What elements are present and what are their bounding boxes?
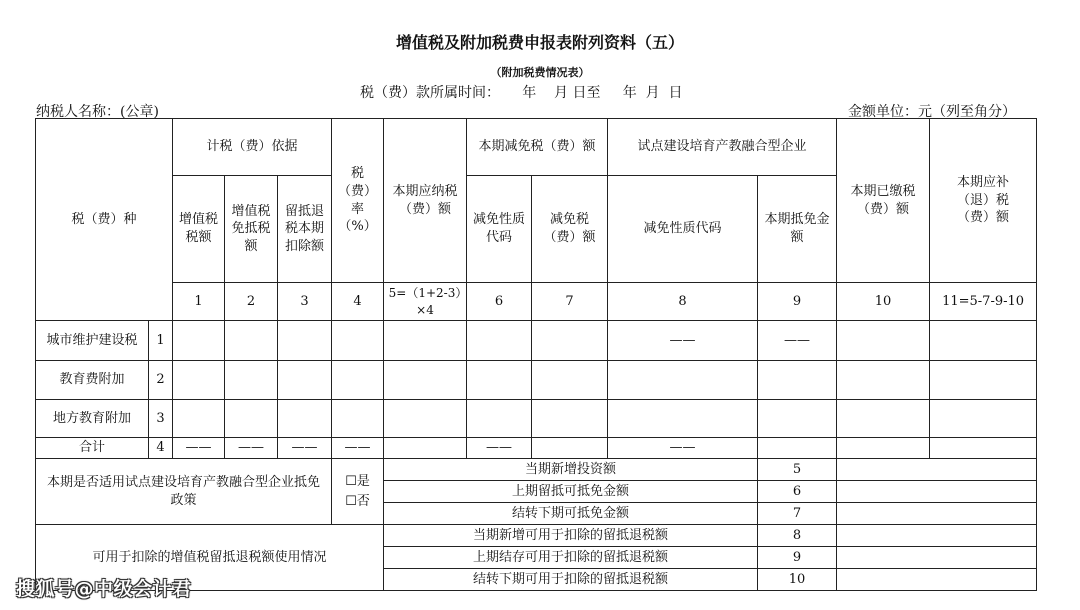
header-reduction-group: 本期减免税（费）额 xyxy=(467,119,608,176)
tax-period: 税（费）款所属时间： 年 月 日至 年 月 日 xyxy=(360,85,683,101)
cell[interactable] xyxy=(837,400,930,438)
cell[interactable] xyxy=(225,400,278,438)
header-vat-amount: 增值税税额 xyxy=(173,176,225,283)
retained-label: 结转下期可用于扣除的留抵退税额 xyxy=(384,569,758,591)
cell[interactable] xyxy=(837,361,930,400)
cell[interactable] xyxy=(384,438,467,459)
header-pilot-offset: 本期抵免金额 xyxy=(758,176,837,283)
value-cell[interactable] xyxy=(837,459,1037,481)
line-number: 5 xyxy=(758,459,837,481)
row-number: 2 xyxy=(149,361,173,400)
col-number: 5=（1+2-3）×4 xyxy=(384,283,467,321)
header-reduction-code: 减免性质代码 xyxy=(467,176,532,283)
header-payable: 本期应纳税（费）额 xyxy=(384,119,467,283)
table-row xyxy=(36,438,1037,459)
dash-cell: —— xyxy=(173,438,225,459)
form-subtitle: （附加税费情况表） xyxy=(490,66,590,79)
value-cell[interactable] xyxy=(837,525,1037,547)
watermark: 搜狐号@中级会计君 xyxy=(16,578,192,600)
line-number: 8 xyxy=(758,525,837,547)
cell[interactable] xyxy=(225,361,278,400)
table-row xyxy=(36,361,1037,400)
col-number: 7 xyxy=(532,283,608,321)
taxpayer-name-label: 纳税人名称：(公章) xyxy=(36,104,159,120)
col-number: 6 xyxy=(467,283,532,321)
no-checkbox[interactable]: ☐否 xyxy=(345,493,370,509)
cell[interactable] xyxy=(225,321,278,361)
form-title: 增值税及附加税费申报表附列资料（五） xyxy=(395,33,684,52)
value-cell[interactable] xyxy=(837,547,1037,569)
cell[interactable] xyxy=(467,321,532,361)
dash-cell: —— xyxy=(332,438,384,459)
cell[interactable] xyxy=(332,400,384,438)
cell[interactable] xyxy=(532,400,608,438)
header-retained-deduction: 留抵退税本期扣除额 xyxy=(278,176,332,283)
cell[interactable] xyxy=(173,321,225,361)
cell[interactable] xyxy=(384,321,467,361)
cell[interactable] xyxy=(467,400,532,438)
cell[interactable] xyxy=(758,361,837,400)
col-number: 10 xyxy=(837,283,930,321)
cell[interactable] xyxy=(608,361,758,400)
cell[interactable] xyxy=(837,321,930,361)
cell[interactable] xyxy=(608,400,758,438)
policy-question: 本期是否适用试点建设培育产教融合型企业抵免政策 xyxy=(36,459,332,525)
cell[interactable] xyxy=(332,361,384,400)
col-number: 1 xyxy=(173,283,225,321)
policy-options xyxy=(332,459,384,525)
retained-label: 上期结存可用于扣除的留抵退税额 xyxy=(384,547,758,569)
line-number: 9 xyxy=(758,547,837,569)
cell[interactable] xyxy=(930,321,1037,361)
line-number: 7 xyxy=(758,503,837,525)
value-cell[interactable] xyxy=(837,503,1037,525)
cell[interactable] xyxy=(278,400,332,438)
header-basis-group: 计税（费）依据 xyxy=(173,119,332,176)
row-name: 教育费附加 xyxy=(36,361,149,400)
cell[interactable] xyxy=(467,361,532,400)
cell[interactable] xyxy=(384,361,467,400)
cell[interactable] xyxy=(332,321,384,361)
col-number: 3 xyxy=(278,283,332,321)
dash-cell: —— xyxy=(225,438,278,459)
cell[interactable] xyxy=(930,361,1037,400)
cell[interactable] xyxy=(278,361,332,400)
cell[interactable] xyxy=(278,321,332,361)
retained-label: 当期新增可用于扣除的留抵退税额 xyxy=(384,525,758,547)
header-pilot-group: 试点建设培育产教融合型企业 xyxy=(608,119,837,176)
col-number: 4 xyxy=(332,283,384,321)
row-name: 城市维护建设税 xyxy=(36,321,149,361)
cell[interactable] xyxy=(930,400,1037,438)
col-number: 2 xyxy=(225,283,278,321)
cell[interactable] xyxy=(532,321,608,361)
investment-label: 上期留抵可抵免金额 xyxy=(384,481,758,503)
dash-cell: —— xyxy=(608,438,758,459)
dash-cell: —— xyxy=(467,438,532,459)
col-number: 11=5-7-9-10 xyxy=(930,283,1037,321)
dash-cell: —— xyxy=(608,321,758,361)
dash-cell: —— xyxy=(758,321,837,361)
yes-checkbox[interactable]: ☐是 xyxy=(345,474,370,489)
cell[interactable] xyxy=(532,361,608,400)
retained-usage-title: 可用于扣除的增值税留抵退税额使用情况 xyxy=(36,525,384,591)
surtax-table xyxy=(35,118,1037,591)
header-paid: 本期已缴税（费）额 xyxy=(837,119,930,283)
cell[interactable] xyxy=(758,438,837,459)
cell[interactable] xyxy=(173,361,225,400)
row-name: 合计 xyxy=(36,438,149,459)
value-cell[interactable] xyxy=(837,569,1037,591)
investment-label: 当期新增投资额 xyxy=(384,459,758,481)
cell[interactable] xyxy=(930,438,1037,459)
header-vat-exempt: 增值税免抵税额 xyxy=(225,176,278,283)
row-number: 4 xyxy=(149,438,173,459)
amount-unit-label: 金额单位：元（列至角分） xyxy=(848,104,1016,120)
cell[interactable] xyxy=(532,438,608,459)
table-row xyxy=(36,400,1037,438)
cell[interactable] xyxy=(758,400,837,438)
header-tax-type: 税（费）种 xyxy=(36,119,173,321)
row-name: 地方教育附加 xyxy=(36,400,149,438)
dash-cell: —— xyxy=(278,438,332,459)
col-number: 9 xyxy=(758,283,837,321)
header-rate: 税（费）率（%） xyxy=(332,119,384,283)
cell[interactable] xyxy=(173,400,225,438)
row-number: 1 xyxy=(149,321,173,361)
line-number: 6 xyxy=(758,481,837,503)
header-pilot-code: 减免性质代码 xyxy=(608,176,758,283)
cell[interactable] xyxy=(384,400,467,438)
header-refund: 本期应补（退）税（费）额 xyxy=(930,119,1037,283)
header-reduction-amount: 减免税（费）额 xyxy=(532,176,608,283)
col-number: 8 xyxy=(608,283,758,321)
row-number: 3 xyxy=(149,400,173,438)
cell[interactable] xyxy=(837,438,930,459)
line-number: 10 xyxy=(758,569,837,591)
table-row xyxy=(36,321,1037,361)
investment-label: 结转下期可抵免金额 xyxy=(384,503,758,525)
value-cell[interactable] xyxy=(837,481,1037,503)
